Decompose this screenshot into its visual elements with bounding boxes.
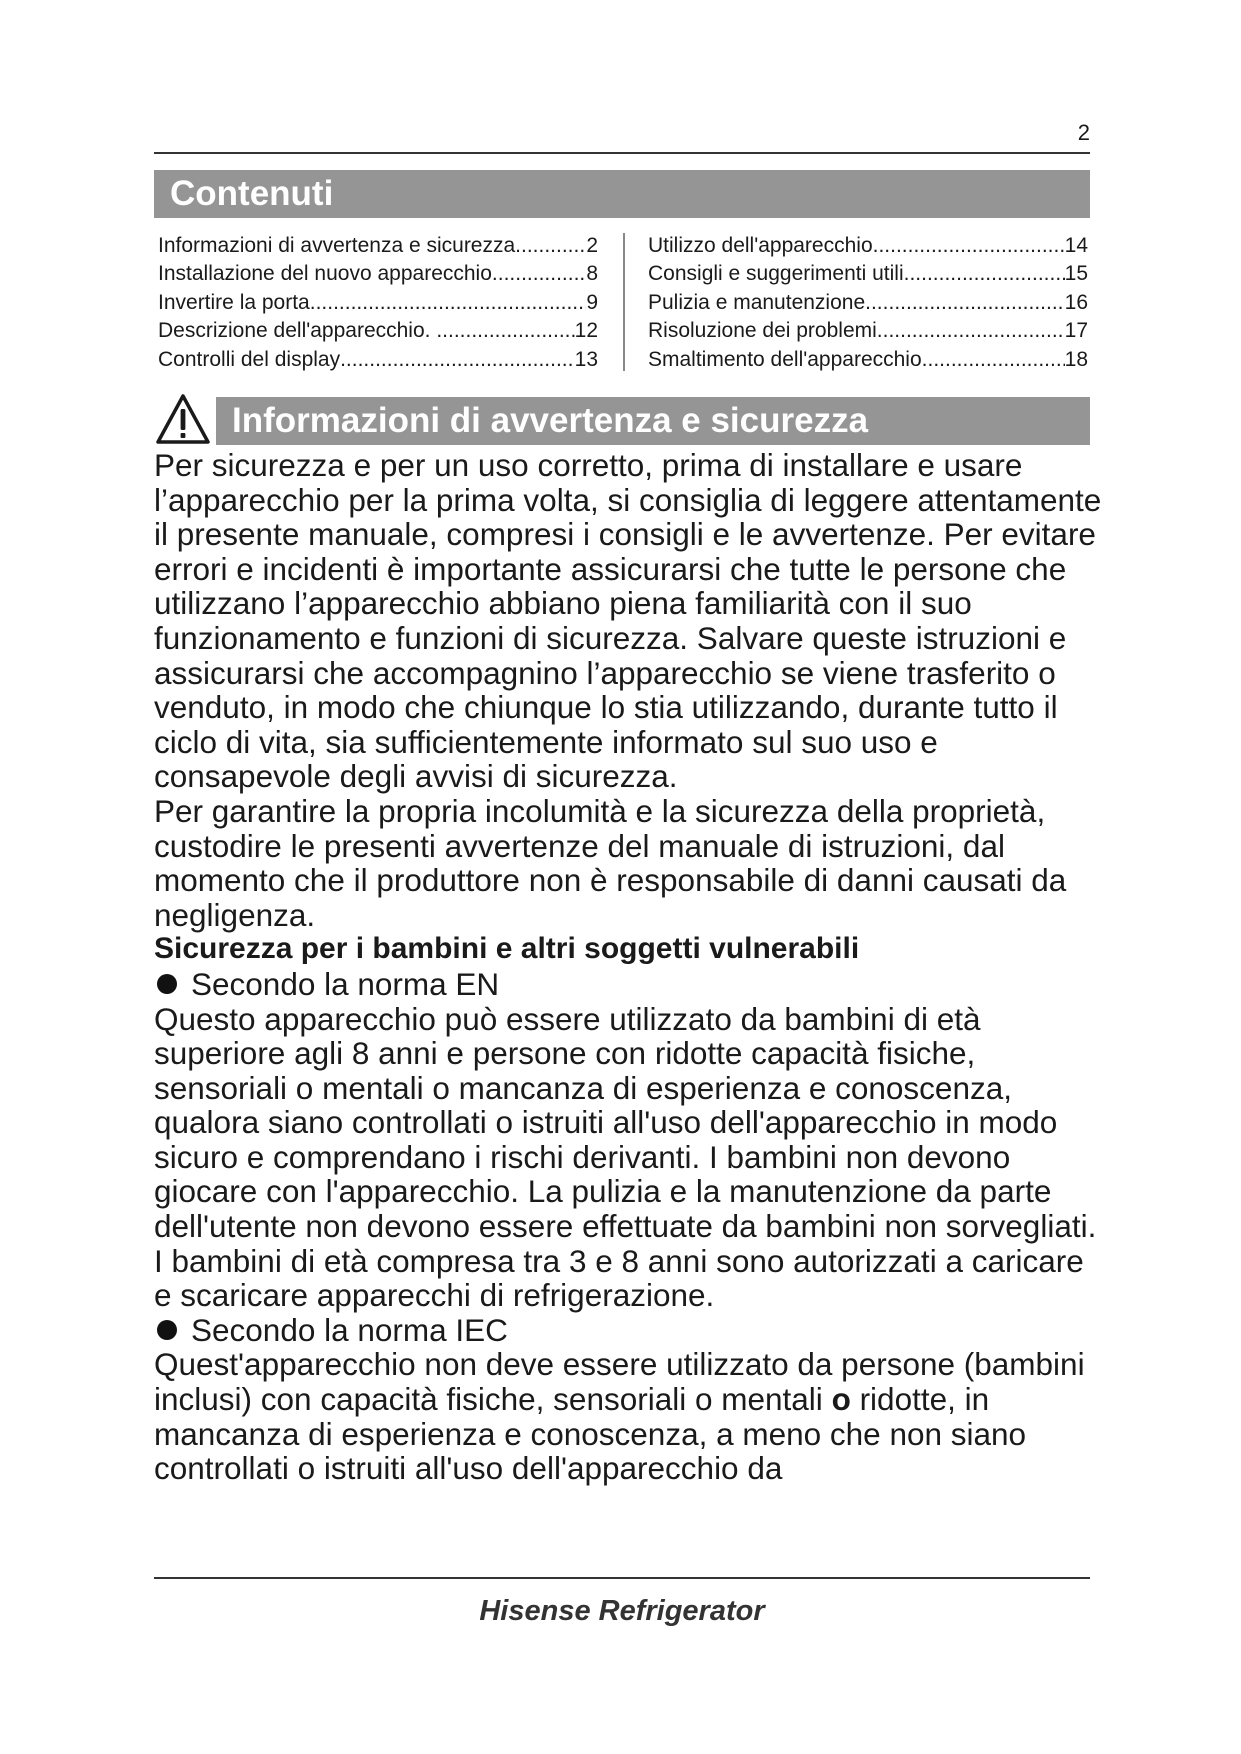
en-paragraph-1: Questo apparecchio può essere utilizzato da bambini di età superiore agli 8 anni e persone con ridotte capacità fisiche, sensoriali o mentali o mancanza di esperienza e conoscenza, qualora siano controllati o istruiti all'uso dell'apparecchio in modo sicuro e comprendano i rischi derivanti. I bambini non devono giocare con l'apparecchio. La pulizia e la manutenzione da parte dell'utente non devono essere effettuate da bambini non sorvegliati. xyxy=(154,1000,1097,1245)
bullet-iec-label: Secondo la norma IEC xyxy=(191,1311,508,1348)
toc-entry-page: 15 xyxy=(1064,262,1088,286)
toc-entry-page: 14 xyxy=(1064,234,1088,257)
toc-entry-label: Descrizione dell'apparecchio. xyxy=(158,319,437,343)
toc-entry-label: Invertire la porta xyxy=(158,290,310,314)
toc-entry-page: 2 xyxy=(586,234,598,257)
toc-entry[interactable] xyxy=(158,289,598,317)
page-number: 2 xyxy=(1077,120,1090,145)
toc-entry-page: 18 xyxy=(1064,347,1088,371)
iec-paragraph xyxy=(154,1347,1102,1485)
top-divider xyxy=(154,152,1090,154)
toc-entry[interactable] xyxy=(158,232,598,260)
toc-entry-page: 12 xyxy=(574,319,598,343)
iec-paragraph-end: ridotte, in mancanza di esperienza e conoscenza, a meno che non siano controllati o istruiti all'uso dell'apparecchio da xyxy=(154,1381,1027,1487)
toc-entry[interactable] xyxy=(648,289,1088,317)
toc-entry-page: 16 xyxy=(1064,290,1088,314)
bottom-divider xyxy=(154,1577,1090,1579)
property-paragraph: Per garantire la propria incolumità e la sicurezza della proprietà, custodire le presenti avvertenze del manuale di istruzioni, dal momento che il produttore non è responsabile di danni causati da negligenza. xyxy=(154,792,1067,933)
toc-left-column xyxy=(158,232,598,374)
toc-entry-label: Informazioni di avvertenza e sicurezza xyxy=(158,234,516,257)
toc-entry[interactable] xyxy=(648,260,1088,288)
warning-triangle-icon xyxy=(154,392,212,446)
warning-section-heading: Informazioni di avvertenza e sicurezza xyxy=(216,397,1090,445)
iec-paragraph-start: Quest'apparecchio non deve essere utilizzato da persone (bambini inclusi) con capacità fisiche, sensoriali o mentali xyxy=(154,1346,1085,1418)
bullet-dot-icon xyxy=(157,974,177,994)
bullet-dot-icon xyxy=(157,1320,177,1340)
toc-entry-label: Smaltimento dell'apparecchio xyxy=(648,347,922,371)
warning-body xyxy=(154,448,1102,1486)
toc-right-column xyxy=(648,232,1088,374)
bullet-en-label: Secondo la norma EN xyxy=(191,965,500,1002)
contents-heading: Contenuti xyxy=(154,170,1090,218)
toc-entry-label: Installazione del nuovo apparecchio xyxy=(158,262,492,286)
toc-entry-label: Utilizzo dell'apparecchio xyxy=(648,234,873,257)
toc-entry-page: 8 xyxy=(586,262,598,286)
toc-entry-label: Risoluzione dei problemi xyxy=(648,319,877,343)
toc-entry[interactable] xyxy=(648,232,1088,260)
iec-paragraph-bold: o xyxy=(831,1381,851,1418)
children-safety-subheading: Sicurezza per i bambini e altri soggetti vulnerabili xyxy=(154,932,860,966)
bullet-iec xyxy=(154,1313,1102,1348)
toc-entry-label: Consigli e suggerimenti utili xyxy=(648,262,904,286)
toc-entry[interactable] xyxy=(648,317,1088,345)
toc-entry-label: Controlli del display xyxy=(158,347,341,371)
bullet-en xyxy=(154,967,1102,1002)
toc-entry[interactable] xyxy=(158,317,598,345)
toc-entry-label: Pulizia e manutenzione xyxy=(648,290,866,314)
footer-brand-logo: Hisense Refrigerator xyxy=(479,1595,765,1627)
en-paragraph-2: I bambini di età compresa tra 3 e 8 anni sono autorizzati a caricare e scaricare apparecchi di refrigerazione. xyxy=(154,1242,1084,1314)
intro-paragraph: Per sicurezza e per un uso corretto, prima di installare e usare l’apparecchio per la prima volta, si consiglia di leggere attentamente il presente manuale, compresi i consigli e le avvertenze. Per evitare errori e incidenti è importante assicurarsi che tutte le persone che utilizzano l’apparecchio abbiano piena familiarità con il suo funzionamento e funzioni di sicurezza. Salvare queste istruzioni e assicurarsi che accompagnino l’apparecchio se viene trasferito o venduto, in modo che chiunque lo stia utilizzando, durante tutto il ciclo di vita, sia sufficientemente informato sul suo uso e consapevole degli avvisi di sicurezza. xyxy=(154,447,1102,795)
toc-entry-page: 9 xyxy=(586,290,598,314)
toc-entry-page: 13 xyxy=(574,347,598,371)
toc-column-divider xyxy=(623,233,625,371)
toc-entry[interactable] xyxy=(158,260,598,288)
toc-entry[interactable] xyxy=(158,346,598,374)
toc-entry-page: 17 xyxy=(1064,319,1088,343)
toc-entry[interactable] xyxy=(648,346,1088,374)
